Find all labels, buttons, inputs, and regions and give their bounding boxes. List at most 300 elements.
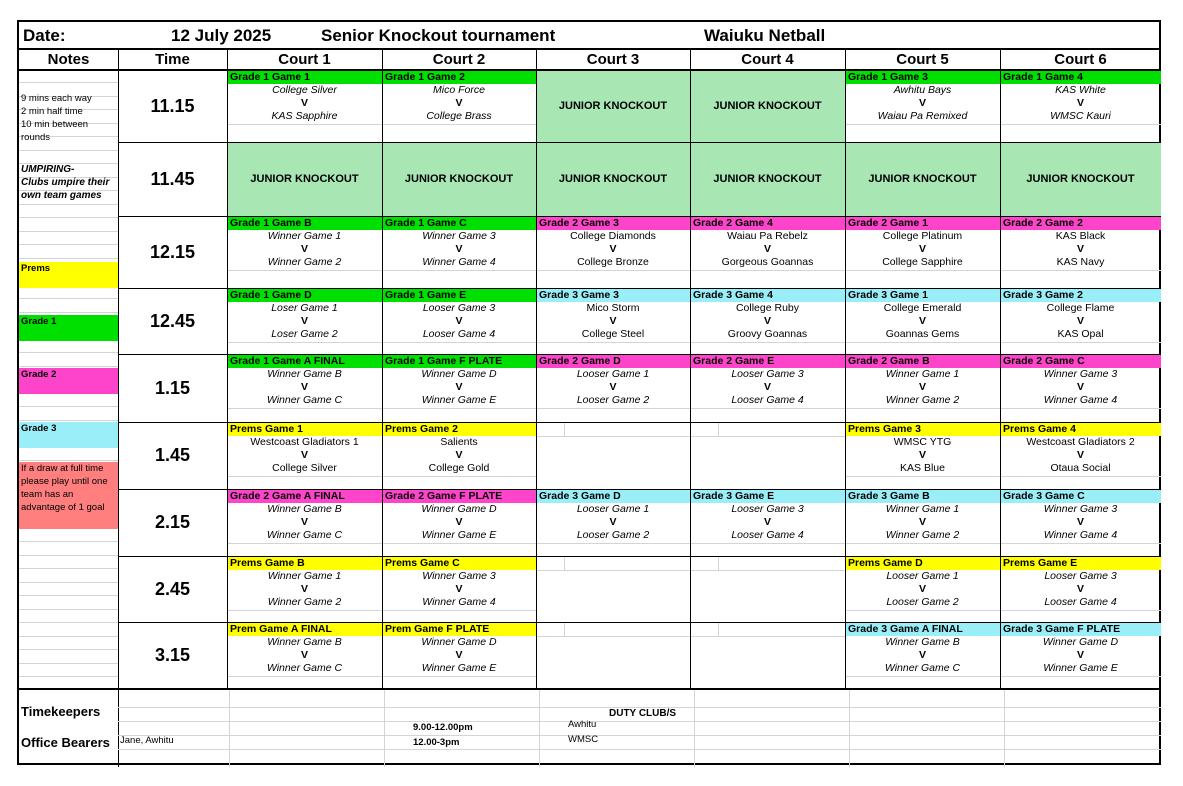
team-2: Looser Game 4 <box>1044 596 1117 608</box>
team-1: Looser Game 3 <box>422 302 496 314</box>
team-2: Looser Game 4 <box>422 328 496 340</box>
team-1: College Silver <box>272 84 337 96</box>
gridline <box>1000 124 1161 125</box>
grid-hline <box>19 69 1161 71</box>
slot-time: 3.15 <box>154 645 191 665</box>
game-label: Prems Game 1 <box>227 422 382 436</box>
team-1: Winner Game 1 <box>885 503 960 515</box>
team-2: College Gold <box>428 462 490 474</box>
versus-label: V <box>455 243 463 255</box>
team-2: Winner Game C <box>266 662 343 674</box>
game-label: Grade 3 Game F PLATE <box>1000 622 1161 636</box>
gridline <box>19 82 118 83</box>
team-1: Winner Game B <box>885 636 960 648</box>
gridline <box>19 555 118 556</box>
team-1: College Flame <box>1046 302 1115 314</box>
game-label: Grade 2 Game C <box>1000 354 1161 368</box>
versus-label: V <box>763 381 771 393</box>
versus-label: V <box>763 516 771 528</box>
versus-label: V <box>918 97 926 109</box>
team-1: Winner Game 3 <box>1043 503 1118 515</box>
versus-label: V <box>1076 583 1084 595</box>
versus-label: V <box>1076 449 1084 461</box>
gridline <box>382 124 536 125</box>
gridline <box>19 204 118 205</box>
gridline <box>690 636 845 637</box>
team-2: Looser Game 2 <box>576 394 650 406</box>
versus-label: V <box>918 315 926 327</box>
versus-label: V <box>1076 381 1084 393</box>
versus-label: V <box>609 381 617 393</box>
team-2: Winner Game E <box>421 529 497 541</box>
gridline <box>382 676 536 677</box>
grid-vline <box>845 50 846 689</box>
gridline <box>19 636 118 637</box>
grid-vline <box>118 50 119 767</box>
versus-label: V <box>300 97 308 109</box>
game-label: Grade 3 Game 1 <box>845 288 1000 302</box>
team-2: College Bronze <box>577 256 649 268</box>
team-1: KAS Black <box>1055 230 1106 242</box>
team-2: Winner Game C <box>884 662 961 674</box>
duty-time: 12.00-3pm <box>413 737 460 748</box>
game-label: Prems Game B <box>227 556 382 570</box>
court-header-6: Court 6 <box>1054 51 1107 68</box>
game-label: Grade 2 Game B <box>845 354 1000 368</box>
game-label: Grade 2 Game F PLATE <box>382 489 536 503</box>
team-1: Winner Game B <box>267 503 342 515</box>
duty-club: WMSC <box>568 734 599 745</box>
junior-knockout-block: JUNIOR KNOCKOUT <box>690 142 845 216</box>
grid-vline <box>1000 50 1001 689</box>
game-label: Prem Game A FINAL <box>227 622 382 636</box>
gridline <box>690 570 845 571</box>
gridline <box>690 342 845 343</box>
grid-hline <box>118 422 1161 423</box>
team-2: College Brass <box>426 110 492 122</box>
junior-knockout-block: JUNIOR KNOCKOUT <box>845 142 1000 216</box>
gridline <box>1000 342 1161 343</box>
court-header-1: Court 1 <box>278 51 331 68</box>
team-2: Winner Game 2 <box>267 596 342 608</box>
office-bearers-label: Office Bearers <box>21 735 110 750</box>
gridline <box>536 570 690 571</box>
gridline <box>536 342 690 343</box>
team-1: Winner Game 1 <box>885 368 960 380</box>
game-label: Grade 3 Game A FINAL <box>845 622 1000 636</box>
team-2: Looser Game 4 <box>731 394 804 406</box>
versus-label: V <box>918 583 926 595</box>
game-label: Grade 3 Game B <box>845 489 1000 503</box>
gridline <box>718 556 719 570</box>
game-label: Grade 1 Game 3 <box>845 70 1000 84</box>
team-2: Looser Game 2 <box>886 596 959 608</box>
game-label: Prems Game 2 <box>382 422 536 436</box>
time-header: Time <box>155 51 190 68</box>
team-2: Winner Game 2 <box>885 394 960 406</box>
game-label: Grade 1 Game F PLATE <box>382 354 536 368</box>
gridline <box>19 244 118 245</box>
game-label: Grade 1 Game C <box>382 216 536 230</box>
gridline <box>564 422 565 436</box>
gridline <box>536 408 690 409</box>
gridline <box>690 408 845 409</box>
gridline <box>19 298 118 299</box>
game-label: Grade 1 Game E <box>382 288 536 302</box>
gridline <box>382 543 536 544</box>
gridline <box>382 610 536 611</box>
team-1: College Ruby <box>735 302 800 314</box>
junior-knockout-block: JUNIOR KNOCKOUT <box>690 70 845 142</box>
slot-time: 11.15 <box>150 96 195 116</box>
versus-label: V <box>455 315 463 327</box>
gridline <box>19 595 118 596</box>
game-label: Grade 1 Game B <box>227 216 382 230</box>
gridline <box>384 690 385 767</box>
team-1: Salients <box>440 436 478 448</box>
team-2: Winner Game E <box>421 662 497 674</box>
team-1: Westcoast Gladiators 2 <box>1026 436 1135 448</box>
grid-vline <box>227 50 228 689</box>
game-label: Grade 3 Game 2 <box>1000 288 1161 302</box>
gridline <box>1000 543 1161 544</box>
gridline <box>19 568 118 569</box>
team-1: Loser Game 1 <box>271 302 338 314</box>
slot-time: 1.15 <box>154 378 191 398</box>
versus-label: V <box>609 516 617 528</box>
gridline <box>536 636 690 637</box>
duty-title: DUTY CLUB/S <box>609 708 677 719</box>
team-1: Winner Game 1 <box>267 230 342 242</box>
office-bearers-value: Jane, Awhitu <box>120 735 174 746</box>
team-1: Looser Game 3 <box>731 503 804 515</box>
team-2: Winner Game 4 <box>422 256 496 268</box>
team-2: WMSC Kauri <box>1050 110 1111 122</box>
team-2: Loser Game 2 <box>271 328 338 340</box>
gridline <box>690 436 845 437</box>
gridline <box>694 690 695 767</box>
game-label: Grade 3 Game D <box>536 489 690 503</box>
grid-hline <box>118 354 1161 355</box>
grid-hline <box>118 288 1161 289</box>
versus-label: V <box>1076 97 1084 109</box>
team-2: Looser Game 4 <box>731 529 804 541</box>
team-2: Winner Game E <box>421 394 497 406</box>
club-name: Waiuku Netball <box>704 26 826 45</box>
slot-time: 11.45 <box>150 169 195 189</box>
junior-knockout-block: JUNIOR KNOCKOUT <box>536 142 690 216</box>
team-1: Winner Game B <box>267 636 342 648</box>
versus-label: V <box>300 449 308 461</box>
team-2: Winner Game E <box>1043 662 1118 674</box>
gridline <box>536 436 690 437</box>
team-1: College Platinum <box>882 230 963 242</box>
gridline <box>19 649 118 650</box>
game-label: Prems Game E <box>1000 556 1161 570</box>
gridline <box>19 366 118 367</box>
team-2: Gorgeous Goannas <box>721 256 814 268</box>
game-label: Prem Game F PLATE <box>382 622 536 636</box>
team-2: Otaua Social <box>1050 462 1111 474</box>
gridline <box>845 476 1000 477</box>
team-1: Looser Game 3 <box>731 368 804 380</box>
slot-time: 12.15 <box>149 242 196 262</box>
game-label: Grade 1 Game D <box>227 288 382 302</box>
team-1: Winner Game 3 <box>422 570 496 582</box>
gridline <box>19 217 118 218</box>
gridline <box>227 342 382 343</box>
versus-label: V <box>1076 516 1084 528</box>
game-label: Grade 2 Game D <box>536 354 690 368</box>
rule-note: 10 min between <box>21 119 89 130</box>
versus-label: V <box>455 381 463 393</box>
team-1: WMSC YTG <box>893 436 952 448</box>
junior-knockout-block: JUNIOR KNOCKOUT <box>382 142 536 216</box>
grid-hline <box>118 489 1161 490</box>
team-1: Winner Game 3 <box>422 230 496 242</box>
gridline <box>564 622 565 636</box>
gridline <box>382 408 536 409</box>
team-1: Winner Game D <box>421 503 497 515</box>
duty-club: Awhitu <box>568 719 597 730</box>
tournament-title: Senior Knockout tournament <box>321 26 556 45</box>
grid-hline <box>19 48 1161 50</box>
gridline <box>19 622 118 623</box>
team-2: KAS Navy <box>1056 256 1105 268</box>
gridline <box>227 124 382 125</box>
team-1: Awhitu Bays <box>893 84 952 96</box>
rule-note: rounds <box>21 132 51 143</box>
gridline <box>690 270 845 271</box>
team-2: College Silver <box>272 462 337 474</box>
team-1: Winner Game D <box>1042 636 1119 648</box>
court-header-3: Court 3 <box>586 51 640 68</box>
team-1: KAS White <box>1055 84 1106 96</box>
versus-label: V <box>763 243 771 255</box>
gridline <box>382 476 536 477</box>
gridline <box>19 150 118 151</box>
grid-vline <box>382 50 383 689</box>
game-label: Grade 1 Game 1 <box>227 70 382 84</box>
slot-time: 2.45 <box>154 579 191 599</box>
timekeepers-label: Timekeepers <box>21 704 101 719</box>
versus-label: V <box>455 516 463 528</box>
team-2: Winner Game 2 <box>267 256 342 268</box>
team-1: Looser Game 1 <box>576 368 650 380</box>
rule-note: 9 mins each way <box>21 93 92 104</box>
slot-time: 12.45 <box>149 311 196 331</box>
versus-label: V <box>918 449 926 461</box>
grid-hline <box>19 688 1161 690</box>
versus-label: V <box>455 583 463 595</box>
legend-prems: Prems <box>19 262 118 288</box>
team-1: Winner Game D <box>421 368 497 380</box>
team-1: Mico Force <box>433 84 485 96</box>
team-1: Mico Storm <box>586 302 640 314</box>
gridline <box>845 270 1000 271</box>
game-label: Grade 2 Game 3 <box>536 216 690 230</box>
versus-label: V <box>1076 315 1084 327</box>
game-label: Grade 3 Game 3 <box>536 288 690 302</box>
gridline <box>845 408 1000 409</box>
team-1: College Diamonds <box>570 230 656 242</box>
gridline <box>227 476 382 477</box>
gridline <box>19 231 118 232</box>
versus-label: V <box>300 315 308 327</box>
gridline <box>1000 676 1161 677</box>
slot-time: 2.15 <box>154 512 191 532</box>
grid-vline <box>690 50 691 689</box>
date-label: Date: <box>23 26 66 45</box>
game-label: Prems Game C <box>382 556 536 570</box>
versus-label: V <box>763 315 771 327</box>
game-label: Grade 2 Game 1 <box>845 216 1000 230</box>
junior-knockout-block: JUNIOR KNOCKOUT <box>1000 142 1161 216</box>
game-label: Grade 1 Game 2 <box>382 70 536 84</box>
team-1: Winner Game D <box>421 636 497 648</box>
gridline <box>19 406 118 407</box>
game-label: Grade 2 Game E <box>690 354 845 368</box>
gridline <box>845 543 1000 544</box>
game-label: Grade 2 Game 2 <box>1000 216 1161 230</box>
gridline <box>227 676 382 677</box>
grid-hline <box>118 142 1161 143</box>
gridline <box>382 270 536 271</box>
umpiring-note: UMPIRING- Clubs umpire their own team games <box>21 164 110 201</box>
gridline <box>536 543 690 544</box>
gridline <box>227 610 382 611</box>
team-2: KAS Sapphire <box>271 110 338 122</box>
gridline <box>229 690 230 767</box>
gridline <box>19 312 118 313</box>
junior-knockout-block: JUNIOR KNOCKOUT <box>536 70 690 142</box>
team-1: College Emerald <box>883 302 962 314</box>
versus-label: V <box>609 243 617 255</box>
duty-time: 9.00-12.00pm <box>413 722 473 733</box>
versus-label: V <box>300 243 308 255</box>
game-label: Grade 1 Game A FINAL <box>227 354 382 368</box>
versus-label: V <box>455 649 463 661</box>
gridline <box>19 582 118 583</box>
team-2: Goannas Gems <box>885 328 960 340</box>
gridline <box>19 676 118 677</box>
versus-label: V <box>455 97 463 109</box>
gridline <box>19 460 118 461</box>
team-1: Winner Game B <box>267 368 342 380</box>
team-1: Looser Game 3 <box>1044 570 1117 582</box>
court-header-2: Court 2 <box>432 51 486 68</box>
team-2: Looser Game 2 <box>576 529 650 541</box>
gridline <box>690 543 845 544</box>
team-1: Westcoast Gladiators 1 <box>250 436 359 448</box>
game-label: Grade 3 Game 4 <box>690 288 845 302</box>
team-2: College Steel <box>581 328 645 340</box>
team-1: Looser Game 1 <box>576 503 650 515</box>
versus-label: V <box>300 583 308 595</box>
gridline <box>539 690 540 767</box>
legend-grade-2: Grade 2 <box>19 368 118 394</box>
team-2: Winner Game 4 <box>422 596 496 608</box>
legend-grade-1: Grade 1 <box>19 315 118 341</box>
gridline <box>19 609 118 610</box>
team-2: Waiau Pa Remixed <box>877 110 968 122</box>
draw-rule-note: If a draw at full time please play until one team has an advantage of 1 goal <box>19 462 118 529</box>
gridline <box>1000 408 1161 409</box>
grid-vline <box>536 50 537 689</box>
versus-label: V <box>918 243 926 255</box>
team-2: KAS Blue <box>900 462 945 474</box>
gridline <box>19 663 118 664</box>
versus-label: V <box>918 516 926 528</box>
schedule-sheet <box>17 20 1161 765</box>
gridline <box>845 124 1000 125</box>
gridline <box>1004 690 1005 767</box>
court-header-5: Court 5 <box>896 51 949 68</box>
versus-label: V <box>300 649 308 661</box>
gridline <box>849 690 850 767</box>
gridline <box>19 258 118 259</box>
versus-label: V <box>918 649 926 661</box>
gridline <box>1000 610 1161 611</box>
team-1: Winner Game 3 <box>1043 368 1118 380</box>
game-label: Prems Game D <box>845 556 1000 570</box>
team-1: Looser Game 1 <box>886 570 959 582</box>
team-1: Waiau Pa Rebelz <box>727 230 808 242</box>
team-2: College Sapphire <box>882 256 963 268</box>
versus-label: V <box>300 381 308 393</box>
team-2: KAS Opal <box>1057 328 1104 340</box>
versus-label: V <box>1076 649 1084 661</box>
gridline <box>845 342 1000 343</box>
team-2: Groovy Goannas <box>727 328 808 340</box>
rule-note: 2 min half time <box>21 106 83 117</box>
game-label: Grade 2 Game 4 <box>690 216 845 230</box>
team-2: Winner Game C <box>266 529 343 541</box>
gridline <box>227 408 382 409</box>
game-label: Grade 3 Game E <box>690 489 845 503</box>
gridline <box>19 352 118 353</box>
team-2: Winner Game C <box>266 394 343 406</box>
gridline <box>718 622 719 636</box>
junior-knockout-block: JUNIOR KNOCKOUT <box>227 142 382 216</box>
gridline <box>382 342 536 343</box>
gridline <box>227 543 382 544</box>
team-2: Winner Game 4 <box>1043 394 1118 406</box>
team-1: Winner Game 1 <box>267 570 342 582</box>
versus-label: V <box>918 381 926 393</box>
game-label: Grade 1 Game 4 <box>1000 70 1161 84</box>
versus-label: V <box>1076 243 1084 255</box>
gridline <box>718 422 719 436</box>
game-label: Grade 2 Game A FINAL <box>227 489 382 503</box>
gridline <box>845 610 1000 611</box>
gridline <box>845 676 1000 677</box>
gridline <box>19 541 118 542</box>
versus-label: V <box>300 516 308 528</box>
gridline <box>1000 476 1161 477</box>
slot-time: 1.45 <box>154 445 191 465</box>
game-label: Prems Game 3 <box>845 422 1000 436</box>
versus-label: V <box>609 315 617 327</box>
court-header-4: Court 4 <box>741 51 794 68</box>
gridline <box>227 270 382 271</box>
grid-hline <box>118 556 1161 557</box>
date-value: 12 July 2025 <box>171 26 272 45</box>
grid-hline <box>118 216 1161 217</box>
game-label: Grade 3 Game C <box>1000 489 1161 503</box>
gridline <box>536 270 690 271</box>
team-2: Winner Game 2 <box>885 529 960 541</box>
